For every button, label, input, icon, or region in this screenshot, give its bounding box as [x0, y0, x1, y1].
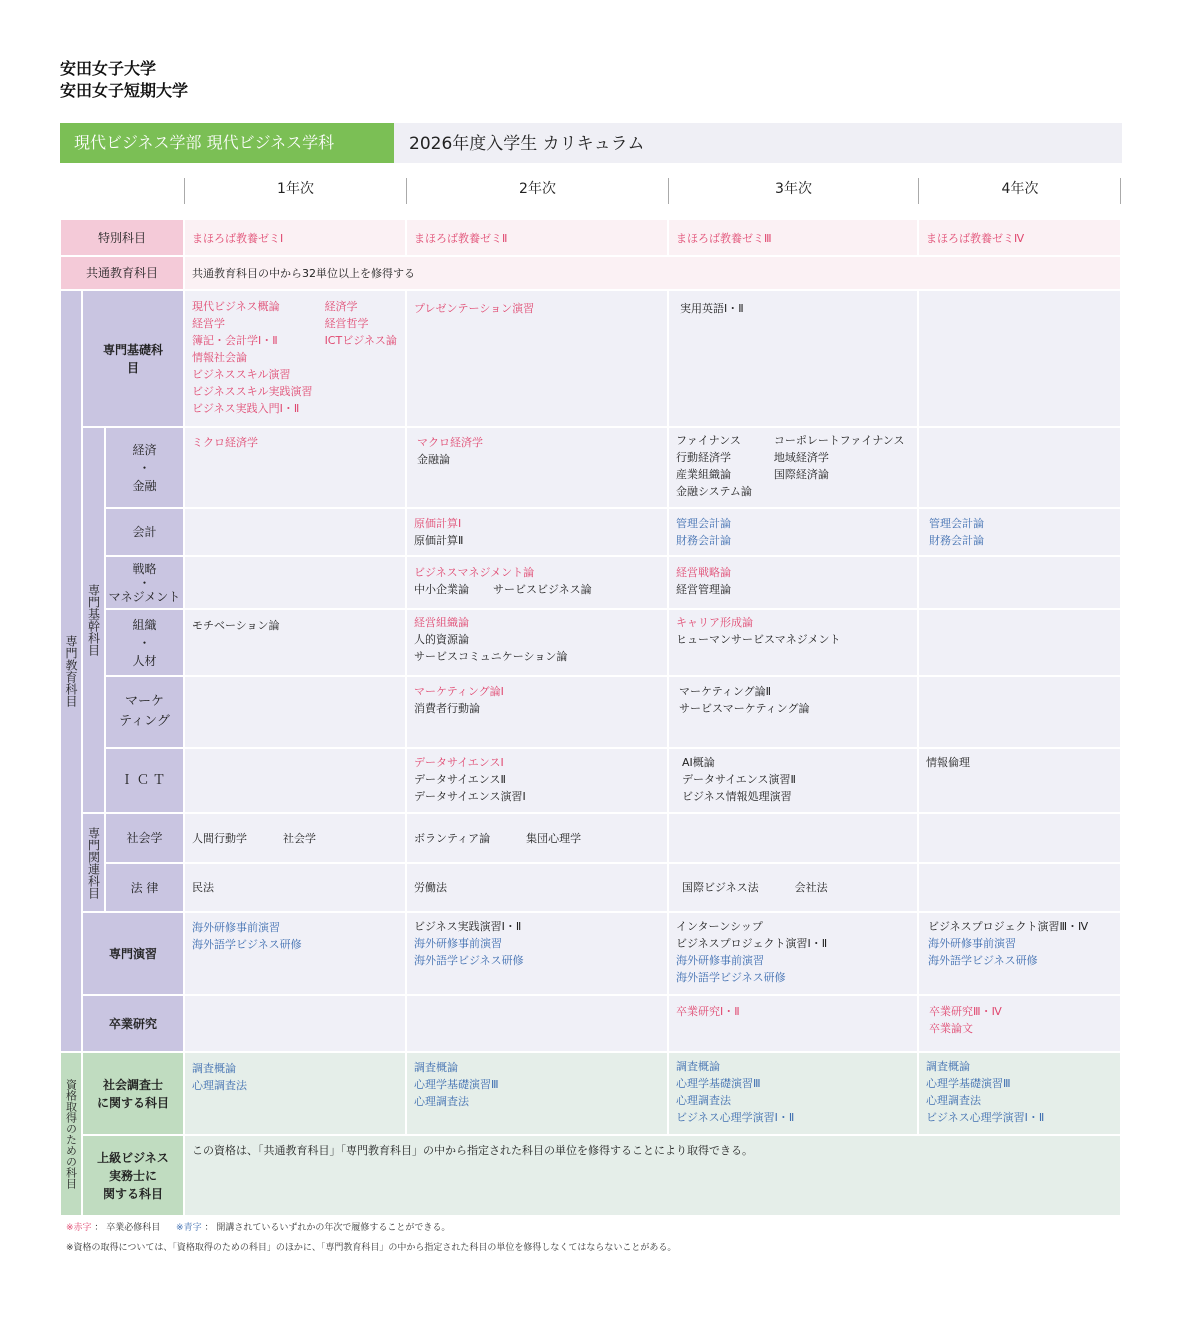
label-kiso: 専門基礎科目: [83, 291, 183, 426]
shakai-y2-item: 集団心理学: [526, 832, 582, 845]
shakai-y3: [669, 814, 917, 862]
year-2-header: 2年次: [519, 181, 556, 197]
marketing-y3-item: マーケティング論Ⅱ: [679, 685, 772, 698]
kiso-y1: [185, 291, 405, 426]
enshu-y2-item: 海外研修事前演習: [414, 937, 502, 950]
marketing-y1: [185, 677, 405, 747]
hou-y3: [669, 864, 917, 911]
label-senmon-kyoiku: 専門教育科目: [61, 291, 81, 1051]
course-item: 経営哲学: [324, 317, 369, 330]
keizai-y3-col-b: [774, 432, 905, 500]
course-item: 情報社会論: [192, 351, 247, 364]
chosashi-y4: [919, 1053, 1120, 1134]
ict-y2-item: データサイエンス演習Ⅰ: [414, 790, 526, 803]
label-shikaku: 資格取得のための科目: [61, 1053, 81, 1215]
senryaku-y3: [669, 557, 917, 608]
kiso-y1-col-b: [325, 298, 397, 417]
senryaku-y4: [919, 557, 1120, 608]
senryaku-y2-item: ビジネスマネジメント論: [414, 566, 535, 579]
senryaku-y3-item: 経営管理論: [676, 583, 731, 596]
soshiki-y2-item: 人的資源論: [414, 633, 469, 646]
hou-y3-item: 国際ビジネス法: [682, 881, 759, 894]
keizai-y2: [407, 428, 667, 507]
kaikei-y3: [669, 509, 917, 555]
ict-y2: [407, 749, 667, 812]
soshiki-y1: モチベーション論: [185, 610, 405, 675]
enshu-y3-item: インターンシップ: [676, 920, 763, 933]
marketing-y2-item: 消費者行動論: [414, 702, 480, 715]
course-item: 経営学: [192, 317, 225, 330]
note-blue-text: ： 開講されているいずれかの年次で履修することができる。: [204, 1223, 451, 1233]
enshu-y2-item: 海外語学ビジネス研修: [414, 954, 524, 967]
course-item: 金融システム論: [676, 485, 752, 498]
hou-y4: [919, 864, 1120, 911]
soshiki-y2-item: 経営組織論: [414, 616, 469, 629]
soshiki-y2: [407, 610, 667, 675]
chosashi-y3-item: 心理調査法: [676, 1094, 731, 1107]
chosashi-y2: [407, 1053, 667, 1134]
year-1-header: 1年次: [277, 181, 314, 197]
kiso-y2: プレゼンテーション演習: [407, 291, 667, 426]
enshu-y4-item: 海外語学ビジネス研修: [928, 954, 1038, 967]
label-senryaku: 戦略 ・ マネジメント: [106, 557, 183, 608]
course-item: ICTビジネス論: [324, 334, 397, 347]
tokubetsu-y4: まほろば教養ゼミⅣ: [919, 220, 1120, 255]
senryaku-y3-item: 経営戦略論: [676, 566, 731, 579]
divider: [1120, 178, 1121, 204]
label-ict: ＩＣＴ: [106, 749, 183, 812]
soshiki-y3: [669, 610, 917, 675]
kaikei-y2: [407, 509, 667, 555]
shakai-y4: [919, 814, 1120, 862]
label-chosashi: 社会調査士 に関する科目: [83, 1053, 183, 1134]
tokubetsu-y3: まほろば教養ゼミⅢ: [669, 220, 917, 255]
chosashi-y3-item: ビジネス心理学演習Ⅰ・Ⅱ: [676, 1111, 795, 1124]
label-shakai: 社会学: [106, 814, 183, 862]
ict-y4: 情報倫理: [919, 749, 1120, 812]
label-soshiki: 組織 ・ 人材: [106, 610, 183, 675]
course-item: ビジネススキル演習: [192, 368, 291, 381]
note-red-text: ： 卒業必修科目: [94, 1223, 161, 1233]
enshu-y4-item: ビジネスプロジェクト演習Ⅲ・Ⅳ: [928, 920, 1089, 933]
course-item: 現代ビジネス概論: [192, 300, 280, 313]
course-item: ファイナンス: [676, 434, 741, 447]
note-blue-prefix: ※青字: [176, 1223, 202, 1233]
label-enshu: 専門演習: [83, 913, 183, 994]
ict-y1: [185, 749, 405, 812]
keizai-y2-item: 金融論: [417, 453, 450, 466]
chosashi-y4-item: 心理学基礎演習Ⅲ: [926, 1077, 1011, 1090]
sotsugyo-y2: [407, 996, 667, 1051]
curriculum-title: 2026年度入学生 カリキュラム: [394, 123, 1122, 163]
chosashi-y3-item: 調査概論: [676, 1060, 720, 1073]
note-legend: [66, 1221, 450, 1235]
ict-y3: [669, 749, 917, 812]
chosashi-y4-item: ビジネス心理学演習Ⅰ・Ⅱ: [926, 1111, 1045, 1124]
senryaku-y1: [185, 557, 405, 608]
kaikei-y3-item: 管理会計論: [676, 517, 731, 530]
kaikei-y2-item: 原価計算Ⅰ: [414, 517, 462, 530]
course-item: 経済学: [324, 300, 358, 313]
keizai-y1: ミクロ経済学: [185, 428, 405, 507]
course-item: 国際経済論: [773, 468, 829, 481]
enshu-y3-item: 海外語学ビジネス研修: [676, 971, 786, 984]
course-item: 行動経済学: [676, 451, 731, 464]
department-title: 現代ビジネス学部 現代ビジネス学科: [60, 123, 394, 163]
kiso-y4: [919, 291, 1120, 426]
tokubetsu-y2: まほろば教養ゼミⅡ: [407, 220, 667, 255]
course-item: 簿記・会計学Ⅰ・Ⅱ: [192, 334, 278, 347]
marketing-y3: [669, 677, 917, 747]
ict-y3-item: データサイエンス演習Ⅱ: [682, 773, 796, 786]
enshu-y2-item: ビジネス実践演習Ⅰ・Ⅱ: [414, 920, 522, 933]
hou-y2: 労働法: [407, 864, 667, 911]
label-kyotsu: 共通教育科目: [61, 257, 183, 289]
sotsugyo-y1: [185, 996, 405, 1051]
chosashi-y2-item: 調査概論: [414, 1061, 458, 1074]
course-item: 地域経済学: [773, 451, 829, 464]
enshu-y2: [407, 913, 667, 994]
kaikei-y4: [919, 509, 1120, 555]
chosashi-y2-item: 心理調査法: [414, 1095, 469, 1108]
jokyu-content: この資格は、「共通教育科目」「専門教育科目」の中から指定された科目の単位を修得することにより取得できる。: [185, 1136, 1120, 1215]
enshu-y1: [185, 913, 405, 994]
hou-y1: 民法: [185, 864, 405, 911]
shakai-y1-item: 人間行動学: [192, 832, 247, 845]
soshiki-y3-item: キャリア形成論: [676, 616, 753, 629]
label-kikan: 専門基幹科目: [83, 428, 104, 812]
kaikei-y3-item: 財務会計論: [676, 534, 731, 547]
shakai-y2-item: ボランティア論: [414, 832, 491, 845]
shakai-y1-item: 社会学: [283, 832, 316, 845]
course-item: コーポレートファイナンス: [773, 434, 905, 447]
course-item: 産業組織論: [676, 468, 731, 481]
marketing-y2-item: マーケティング論Ⅰ: [414, 685, 504, 698]
soshiki-y2-item: サービスコミュニケーション論: [414, 650, 568, 663]
chosashi-y1-item: 調査概論: [192, 1062, 236, 1075]
hou-y3-item: 会社法: [794, 881, 828, 894]
ict-y2-item: データサイエンスⅠ: [414, 756, 504, 769]
marketing-y2: [407, 677, 667, 747]
keizai-y3: [669, 428, 917, 507]
label-kanren: 専門関連科目: [83, 814, 104, 911]
enshu-y3: [669, 913, 917, 994]
marketing-y4: [919, 677, 1120, 747]
label-tokubetsu: 特別科目: [61, 220, 183, 255]
label-sotsugyo: 卒業研究: [83, 996, 183, 1051]
label-marketing: マーケ ティング: [106, 677, 183, 747]
kaikei-y1: [185, 509, 405, 555]
note-red-prefix: ※赤字: [66, 1223, 92, 1233]
shakai-y2: [407, 814, 667, 862]
label-jokyu: 上級ビジネス 実務士に 関する科目: [83, 1136, 183, 1215]
senryaku-y2: [407, 557, 667, 608]
note-qualification: ※資格の取得については、「資格取得のための科目」のほかに、「専門教育科目」の中から指定された科目の単位を修得しなくてはならないことがある。: [66, 1243, 677, 1253]
enshu-y4-item: 海外研修事前演習: [928, 937, 1016, 950]
tokubetsu-y1: まほろば教養ゼミⅠ: [185, 220, 405, 255]
chosashi-y2-item: 心理学基礎演習Ⅲ: [414, 1078, 499, 1091]
label-keizai: 経済 ・ 金融: [106, 428, 183, 507]
soshiki-y3-item: ヒューマンサービスマネジメント: [676, 633, 841, 646]
college-name: 安田女子短期大学: [60, 81, 189, 100]
kaikei-y4-item: 財務会計論: [929, 534, 984, 547]
sotsugyo-y4-item: 卒業研究Ⅲ・Ⅳ: [929, 1005, 1002, 1018]
chosashi-y3-item: 心理学基礎演習Ⅲ: [676, 1077, 761, 1090]
year-3-header: 3年次: [775, 181, 812, 197]
course-item: ビジネススキル実践演習: [192, 385, 313, 398]
kaikei-y2-item: 原価計算Ⅱ: [414, 534, 464, 547]
enshu-y1-item: 海外語学ビジネス研修: [192, 938, 302, 951]
sotsugyo-y4: [919, 996, 1120, 1051]
keizai-y2-item: マクロ経済学: [417, 436, 483, 449]
kyotsu-content: 共通教育科目の中から32単位以上を修得する: [185, 257, 1120, 289]
chosashi-y1: [185, 1053, 405, 1134]
shakai-y1: [185, 814, 405, 862]
ict-y3-item: AI概論: [682, 756, 715, 769]
soshiki-y4: [919, 610, 1120, 675]
kaikei-y4-item: 管理会計論: [929, 517, 984, 530]
course-item: ビジネス実践入門Ⅰ・Ⅱ: [192, 402, 300, 415]
keizai-y4: [919, 428, 1120, 507]
chosashi-y1-item: 心理調査法: [192, 1079, 247, 1092]
kiso-y1-col-a: [192, 298, 313, 417]
enshu-y4: [919, 913, 1120, 994]
sotsugyo-y3: 卒業研究Ⅰ・Ⅱ: [669, 996, 917, 1051]
enshu-y3-item: ビジネスプロジェクト演習Ⅰ・Ⅱ: [676, 937, 828, 950]
university-name: 安田女子大学: [60, 59, 157, 78]
enshu-y1-item: 海外研修事前演習: [192, 921, 280, 934]
label-hou: 法 律: [106, 864, 183, 911]
senryaku-y2-item: 中小企業論: [414, 583, 469, 596]
chosashi-y4-item: 心理調査法: [926, 1094, 981, 1107]
marketing-y3-item: サービスマーケティング論: [679, 702, 810, 715]
ict-y2-item: データサイエンスⅡ: [414, 773, 506, 786]
year-4-header: 4年次: [1001, 181, 1039, 197]
label-kaikei: 会計: [106, 509, 183, 555]
chosashi-y3: [669, 1053, 917, 1134]
keizai-y3-col-a: [676, 432, 752, 500]
chosashi-y4-item: 調査概論: [926, 1060, 970, 1073]
kiso-y3: 実用英語Ⅰ・Ⅱ: [669, 291, 917, 426]
enshu-y3-item: 海外研修事前演習: [676, 954, 764, 967]
ict-y3-item: ビジネス情報処理演習: [682, 790, 792, 803]
senryaku-y2-item: サービスビジネス論: [493, 583, 592, 596]
sotsugyo-y4-item: 卒業論文: [929, 1022, 973, 1035]
